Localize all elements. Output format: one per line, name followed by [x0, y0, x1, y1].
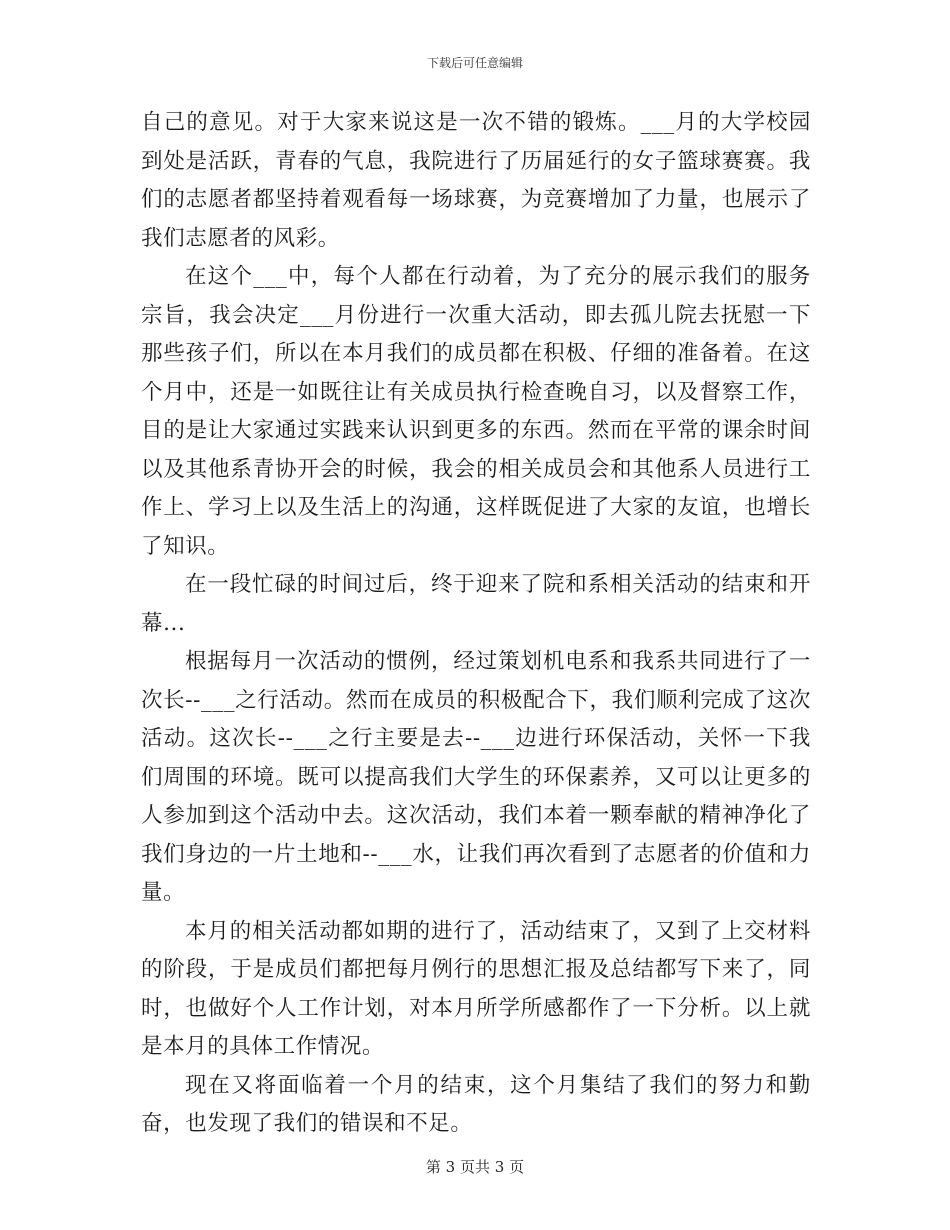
document-body	[141, 104, 811, 1144]
paragraph: 现在又将面临着一个月的结束，这个月集结了我们的努力和勤奋，也发现了我们的错误和不足。	[141, 1072, 811, 1136]
page-number: 第 3 页共 3 页	[425, 1158, 525, 1176]
paragraph: 根据每月一次活动的惯例，经过策划机电系和我系共同进行了一次长--___之行活动。然而在成员的积极配合下，我们顺利完成了这次活动。这次长--___之行主要是去--___边进行环保活动，关怀一下我们周围的环境。既可以提高我们大学生的环保素养，又可以让更多的人参加到这个活动中去。这次活动，我们本着一颗奉献的精神净化了我们身边的一片土地和--___水，让我们再次看到了志愿者的价值和力量。	[141, 649, 811, 905]
paragraph: 在这个___中，每个人都在行动着，为了充分的展示我们的服务宗旨，我会决定___月份进行一次重大活动，即去孤儿院去抚慰一下那些孩子们，所以在本月我们的成员都在积极、仔细的准备着。在这个月中，还是一如既往让有关成员执行检查晚自习，以及督察工作，目的是让大家通过实践来认识到更多的东西。然而在平常的课余时间以及其他系青协开会的时候，我会的相关成员会和其他系人员进行工作上、学习上以及生活上的沟通，这样既促进了大家的友谊，也增长了知识。	[141, 264, 811, 559]
paragraph-continuation: 自己的意见。对于大家来说这是一次不错的锻炼。___月的大学校园到处是活跃，青春的气息，我院进行了历届延行的女子篮球赛赛。我们的志愿者都坚持着观看每一场球赛，为竞赛增加了力量，也展示了我们志愿者的风彩。	[141, 110, 811, 251]
paragraph: 在一段忙碌的时间过后，终于迎来了院和系相关活动的结束和开幕...	[141, 572, 811, 636]
page-header: 下载后可任意编辑	[426, 56, 523, 70]
paragraph: 本月的相关活动都如期的进行了，活动结束了，又到了上交材料的阶段，于是成员们都把每月例行的思想汇报及总结都写下来了，同时，也做好个人工作计划，对本月所学所感都作了一下分析。以上就是本月的具体工作情况。	[141, 918, 811, 1059]
